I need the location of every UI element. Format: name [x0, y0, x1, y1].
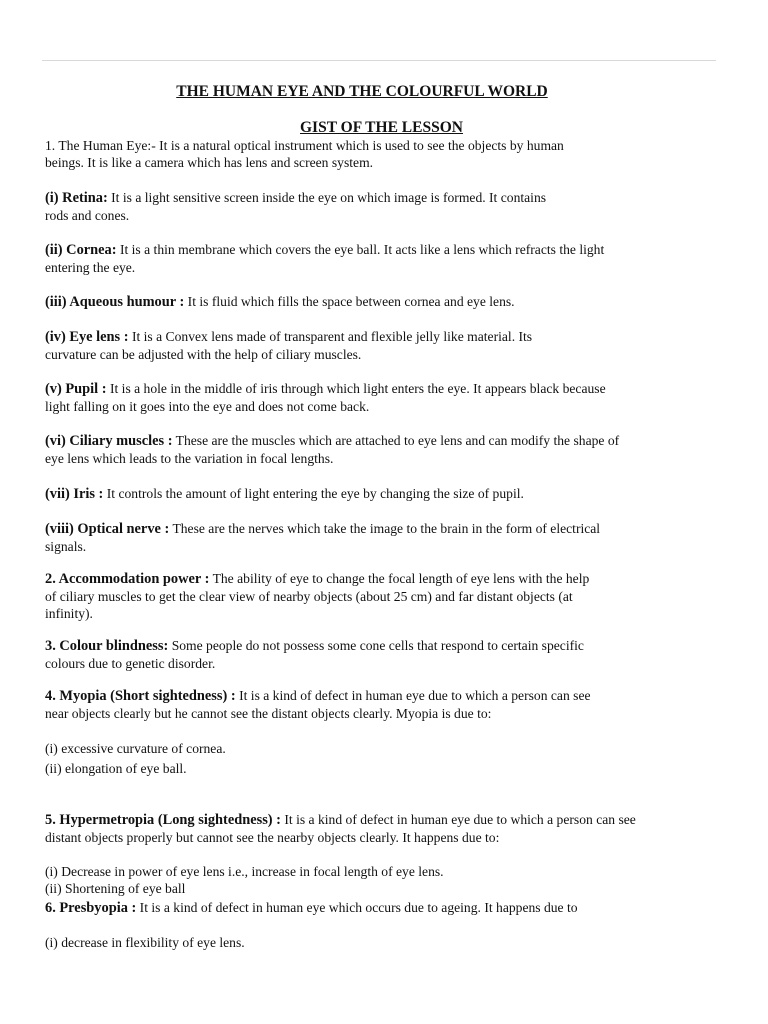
- paragraph-text: It is a natural optical instrument which is used to see the objects by human beings. It is like a camera which has lens and screen system.: [45, 138, 564, 171]
- paragraph-pupil: [45, 380, 715, 415]
- paragraph-text: The ability of eye to change the focal length of eye lens with the help of ciliary muscles to get the clear view of nearby objects (about 25 cm) and far distant objects (at infinity).: [45, 571, 590, 622]
- paragraph-aqueous-humour: [45, 293, 715, 311]
- paragraph-lead: (ii) Cornea:: [45, 242, 117, 258]
- list-hypermetropia-causes: [45, 863, 715, 897]
- paragraph-lead: 2. Accommodation power :: [45, 571, 210, 587]
- paragraph-text: It controls the amount of light entering the eye by changing the size of pupil.: [103, 486, 524, 501]
- paragraph-text: It is a kind of defect in human eye due to which a person can see distant objects properly but cannot see the nearby objects clearly. It happens due to:: [45, 812, 636, 846]
- paragraph-lead: 6. Presbyopia :: [45, 900, 137, 916]
- paragraph-text: It is fluid which fills the space between cornea and eye lens.: [184, 294, 515, 309]
- paragraph-ciliary-muscles: [45, 432, 715, 467]
- paragraph-lead: (vi) Ciliary muscles :: [45, 433, 173, 449]
- paragraph-text: It is a light sensitive screen inside the eye on which image is formed. It contains rods and cones.: [45, 190, 547, 224]
- paragraph-text: It is a kind of defect in human eye which occurs due to ageing. It happens due to: [136, 900, 578, 915]
- paragraph-text: It is a Convex lens made of transparent and flexible jelly like material. Its curvature can be adjusted with the help of ciliary muscles.: [45, 329, 533, 363]
- paragraph-presbyopia: [45, 899, 715, 917]
- paragraph-myopia: [45, 687, 715, 722]
- paragraph-lead: (viii) Optical nerve :: [45, 521, 170, 537]
- paragraph-iris: [45, 485, 715, 503]
- paragraph-human-eye: [45, 137, 715, 171]
- paragraph-colour-blindness: [45, 637, 715, 672]
- list-text: (i) Decrease in power of eye lens i.e., increase in focal length of eye lens. (ii) Shortening of eye ball: [45, 864, 444, 896]
- paragraph-lead: 3. Colour blindness:: [45, 638, 169, 654]
- paragraph-lead: (iii) Aqueous humour :: [45, 294, 185, 310]
- paragraph-retina: [45, 189, 715, 224]
- paragraph-accommodation-power: [45, 570, 715, 623]
- paragraph-text: It is a hole in the middle of iris through which light enters the eye. It appears black because light falling on it goes into the eye and does not come back.: [45, 381, 606, 415]
- paragraph-lead: 5. Hypermetropia (Long sightedness) :: [45, 812, 281, 828]
- paragraph-optical-nerve: [45, 520, 715, 555]
- paragraph-text: Some people do not possess some cone cells that respond to certain specific colours due to genetic disorder.: [45, 638, 584, 672]
- page-top-divider: [42, 60, 716, 61]
- list-text: (i) decrease in flexibility of eye lens.: [45, 935, 245, 950]
- paragraph-text: These are the nerves which take the image to the brain in the form of electrical signals.: [45, 521, 601, 555]
- list-text: (i) excessive curvature of cornea. (ii) elongation of eye ball.: [45, 741, 226, 776]
- document-subtitle: GIST OF THE LESSON: [300, 119, 463, 136]
- paragraph-hypermetropia: [45, 811, 715, 846]
- paragraph-lead: 1. The Human Eye:-: [45, 138, 156, 153]
- paragraph-lead: (v) Pupil :: [45, 381, 107, 397]
- paragraph-text: These are the muscles which are attached to eye lens and can modify the shape of eye lens which leads to the variation in focal lengths.: [45, 433, 620, 467]
- paragraph-lead: 4. Myopia (Short sightedness) :: [45, 688, 236, 704]
- paragraph-lead: (iv) Eye lens :: [45, 329, 129, 345]
- paragraph-lead: (vii) Iris :: [45, 486, 104, 502]
- paragraph-lead: (i) Retina:: [45, 190, 108, 206]
- list-myopia-causes: [45, 739, 715, 779]
- paragraph-eye-lens: [45, 328, 715, 363]
- paragraph-cornea: [45, 241, 715, 276]
- document-title: THE HUMAN EYE AND THE COLOURFUL WORLD: [176, 83, 548, 100]
- paragraph-text: It is a thin membrane which covers the eye ball. It acts like a lens which refracts the light entering the eye.: [45, 242, 605, 276]
- paragraph-text: It is a kind of defect in human eye due to which a person can see near objects clearly but he cannot see the distant objects clearly. Myopia is due to:: [45, 688, 591, 722]
- list-presbyopia-causes: [45, 934, 715, 951]
